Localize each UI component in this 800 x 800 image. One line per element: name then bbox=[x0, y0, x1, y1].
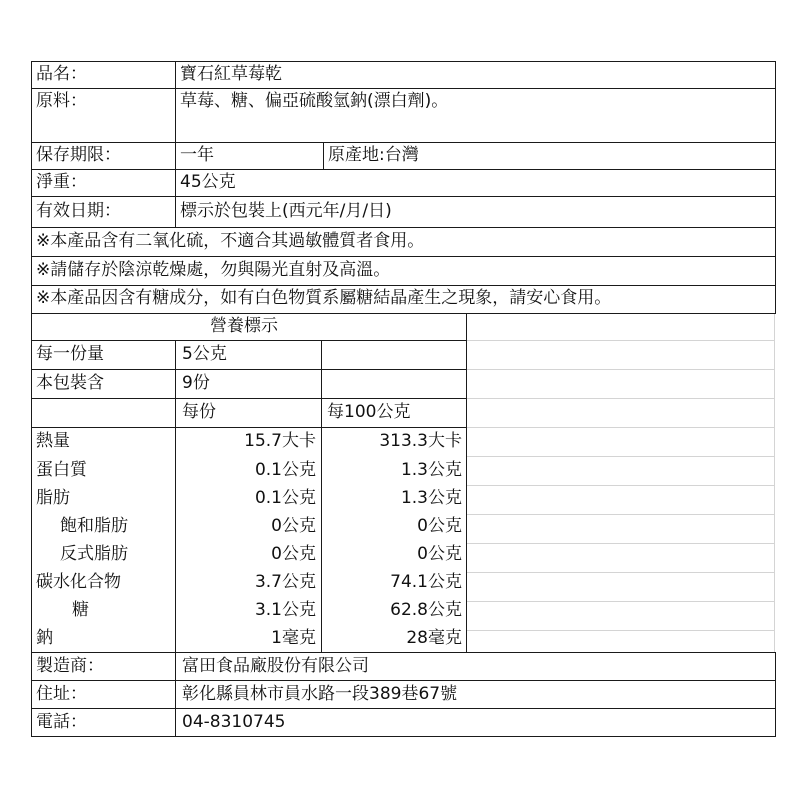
serving-size-label: 每一份量 bbox=[36, 344, 104, 364]
nutrient-name: 碳水化合物 bbox=[36, 572, 121, 592]
nutrition-title: 營養標示 bbox=[210, 316, 278, 336]
nutrient-per-100g: 28毫克 bbox=[406, 628, 462, 648]
border-line bbox=[31, 736, 776, 737]
address-label: 住址： bbox=[36, 684, 87, 704]
border-line bbox=[31, 285, 776, 286]
ingredients-label: 原料： bbox=[36, 91, 87, 111]
nutrient-per-100g: 1.3公克 bbox=[400, 460, 462, 480]
ingredients: 草莓、糖、偏亞硫酸氫鈉(漂白劑)。 bbox=[180, 91, 449, 111]
border-line bbox=[175, 652, 176, 737]
nutrient-per-100g: 313.3大卡 bbox=[379, 431, 462, 451]
product-name: 寶石紅草莓乾 bbox=[180, 64, 282, 84]
border-line bbox=[175, 61, 176, 228]
nutrient-per-100g: 62.8公克 bbox=[390, 600, 462, 620]
serving-size: 5公克 bbox=[182, 344, 227, 364]
border-line bbox=[31, 398, 467, 399]
maker-label: 製造商： bbox=[36, 656, 104, 676]
nutrient-per-100g: 0公克 bbox=[417, 516, 462, 536]
notice-storage: ※請儲存於陰涼乾燥處，勿與陽光直射及高溫。 bbox=[36, 260, 391, 280]
border-line bbox=[31, 369, 467, 370]
servings: 9份 bbox=[182, 373, 210, 393]
nutrient-per-serving: 15.7大卡 bbox=[244, 431, 316, 451]
expiry-label: 有效日期： bbox=[36, 201, 121, 221]
net-weight: 45公克 bbox=[180, 172, 236, 192]
nutrient-per-serving: 0.1公克 bbox=[254, 460, 316, 480]
nutrient-per-serving: 3.1公克 bbox=[254, 600, 316, 620]
border-line bbox=[31, 708, 776, 709]
origin: 原產地:台灣 bbox=[328, 145, 419, 165]
nutrient-name: 蛋白質 bbox=[36, 460, 87, 480]
nutrient-per-100g: 1.3公克 bbox=[400, 488, 462, 508]
border-line bbox=[31, 340, 467, 341]
border-line bbox=[775, 61, 776, 314]
notice-sugar: ※本產品因含有糖成分，如有白色物質系屬糖結晶產生之現象，請安心食用。 bbox=[36, 288, 612, 308]
nutrient-per-serving: 0公克 bbox=[271, 544, 316, 564]
nutrient-per-100g: 0公克 bbox=[417, 544, 462, 564]
border-line bbox=[31, 256, 776, 257]
nutrient-name: 糖 bbox=[72, 600, 89, 620]
notice-sulfur: ※本產品含有二氧化硫，不適合其過敏體質者食用。 bbox=[36, 231, 425, 251]
col-per-serving: 每份 bbox=[182, 402, 216, 422]
border-line bbox=[466, 313, 467, 653]
border-line bbox=[31, 88, 776, 89]
shelf-life-label: 保存期限： bbox=[36, 145, 121, 165]
phone: 04-8310745 bbox=[182, 712, 286, 732]
nutrient-per-serving: 3.7公克 bbox=[254, 572, 316, 592]
servings-label: 本包裝含 bbox=[36, 373, 104, 393]
nutrient-per-serving: 1毫克 bbox=[271, 628, 316, 648]
phone-label: 電話： bbox=[36, 712, 87, 732]
border-line bbox=[31, 313, 776, 314]
net-weight-label: 淨重： bbox=[36, 172, 87, 192]
expiry: 標示於包裝上(西元年/月/日) bbox=[180, 201, 392, 221]
border-line bbox=[323, 142, 324, 170]
nutrient-name: 脂肪 bbox=[36, 488, 70, 508]
name-label: 品名： bbox=[36, 64, 87, 84]
border-line bbox=[321, 340, 322, 653]
border-line bbox=[31, 652, 776, 653]
border-line bbox=[31, 680, 776, 681]
col-per-100g: 每100公克 bbox=[327, 402, 411, 422]
border-line bbox=[31, 196, 776, 197]
nutrient-per-100g: 74.1公克 bbox=[390, 572, 462, 592]
address: 彰化縣員林市員水路一段389巷67號 bbox=[182, 684, 458, 704]
border-line bbox=[31, 427, 467, 428]
border-line bbox=[775, 652, 776, 737]
maker: 富田食品廠股份有限公司 bbox=[182, 656, 369, 676]
nutrient-per-serving: 0.1公克 bbox=[254, 488, 316, 508]
nutrient-per-serving: 0公克 bbox=[271, 516, 316, 536]
shelf-life: 一年 bbox=[180, 145, 214, 165]
nutrient-name: 反式脂肪 bbox=[60, 544, 128, 564]
nutrient-name: 鈉 bbox=[36, 628, 53, 648]
nutrient-name: 飽和脂肪 bbox=[60, 516, 128, 536]
border-line bbox=[175, 340, 176, 653]
border-line bbox=[31, 61, 32, 737]
nutrient-name: 熱量 bbox=[36, 431, 70, 451]
border-line bbox=[31, 227, 776, 228]
border-line bbox=[31, 142, 776, 143]
border-line bbox=[31, 61, 776, 62]
border-line bbox=[31, 169, 776, 170]
